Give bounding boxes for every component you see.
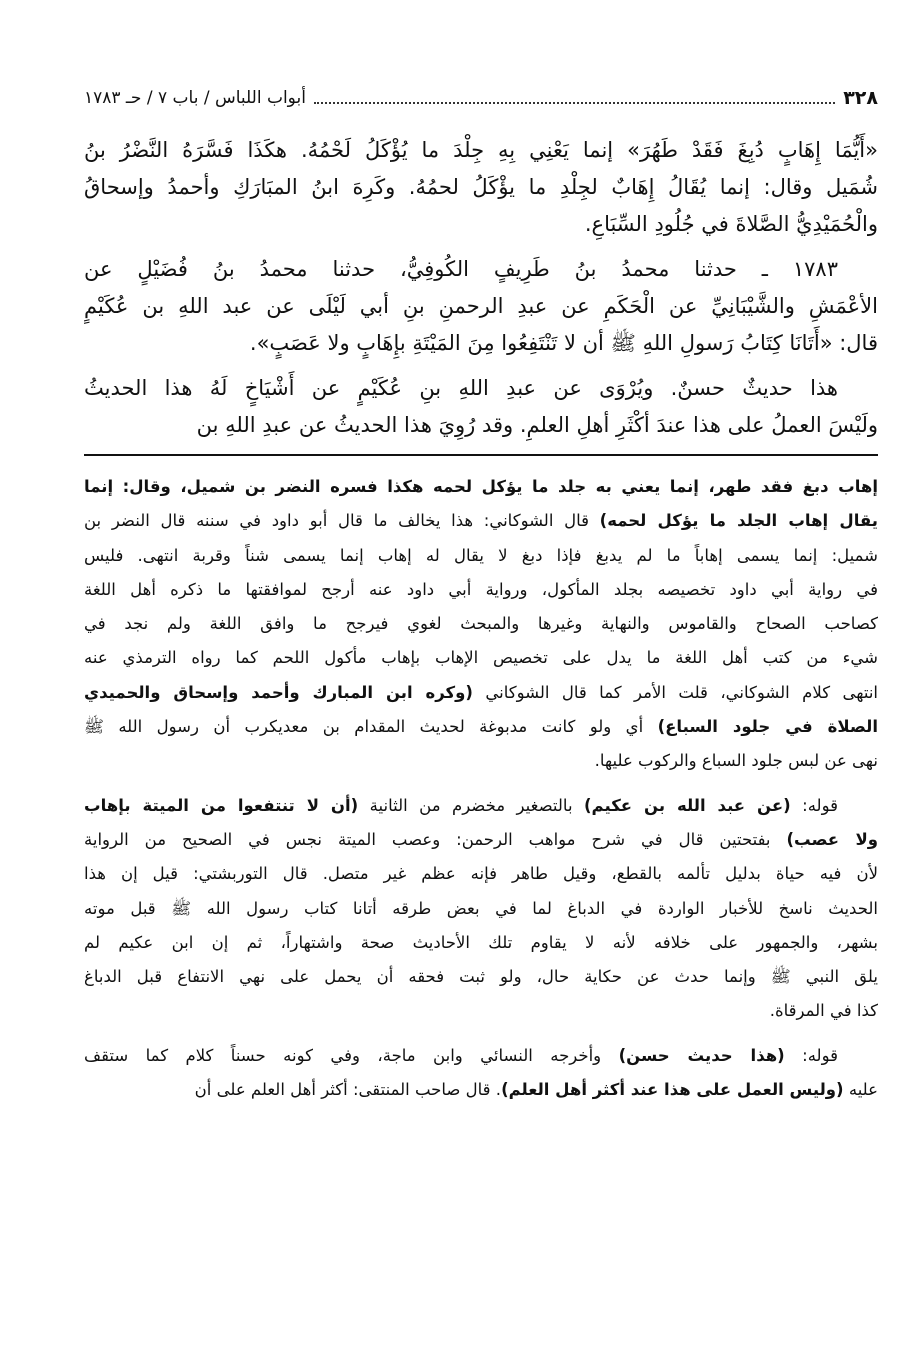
bold-quote-segment: الصلاة في جلود السباع) xyxy=(657,717,878,737)
footnote-divider xyxy=(84,454,878,456)
text-segment: قال الشوكاني: هذا يخالف ما قال أبو داود في سننه قال النضر بن xyxy=(84,511,600,531)
text-line xyxy=(84,744,878,778)
text-segment: شُمَيل وقال: إنما يُقَالُ إِهَابٌ لجِلْدِ ما يؤْكَلُ لحمُهُ. وكَرِهَ ابنُ المبَارَكِ وأحمدُ وإسحاقُ xyxy=(84,175,878,199)
bold-quote-segment: (وكره ابن المبارك وأحمد وإسحاق والحميدي xyxy=(84,682,473,702)
text-line xyxy=(84,573,878,607)
page-header xyxy=(84,78,878,118)
text-line xyxy=(84,1039,878,1073)
text-segment: في رواية أبي داود تخصيصه بجلد المأكول، ورواية أبي داود عنه أرجح لموافقتها ما ذكره أهل اللغة xyxy=(84,579,878,599)
text-segment: عليه xyxy=(843,1080,878,1100)
text-line xyxy=(84,710,878,744)
text-segment: كذا في المرقاة. xyxy=(769,1001,878,1021)
text-segment: قوله: xyxy=(784,1045,838,1065)
text-line xyxy=(84,676,878,710)
text-line xyxy=(84,132,878,169)
text-line xyxy=(84,857,878,891)
text-segment: هذا حديثٌ حسنٌ. ويُرْوَى عن عبدِ اللهِ بنِ عُكَيْمٍ عن أَشْيَاخٍ لَهُ هذا الحديثُ xyxy=(84,376,838,400)
bold-quote-segment: يقال إهاب الجلد ما يؤكل لحمه) xyxy=(599,511,878,531)
book-page xyxy=(84,78,878,1107)
bold-quote-segment: إهاب دبغ فقد طهر، إنما يعني به جلد ما يؤكل لحمه هكذا فسره النضر بن شميل، وقال: إنما xyxy=(84,477,878,496)
text-segment: ١٧٨٣ ـ حدثنا محمدُ بنُ طَرِيفٍ الكُوفِيُّ، حدثنا محمدُ بنُ فُضَيْلٍ عن xyxy=(84,257,838,281)
text-line xyxy=(84,789,878,823)
text-line xyxy=(84,960,878,994)
text-segment: لأن فيه حياة بدليل تألمه بالقطع، وقيل طاهر فإنه عظم غير متصل. قال التوربشتي: قيل إن هذا xyxy=(84,864,878,884)
text-line xyxy=(84,641,878,675)
bold-quote-segment: (عن عبد الله بن عكيم) xyxy=(583,795,791,815)
text-segment: بالتصغير مخضرم من الثانية xyxy=(358,795,584,815)
page-number: ٣٢٨ xyxy=(843,87,878,109)
text-segment: نهى عن لبس جلود السباع والركوب عليها. xyxy=(594,751,878,771)
leader-dots xyxy=(314,92,835,104)
text-segment: قوله: xyxy=(790,795,838,815)
text-line xyxy=(84,251,878,288)
bold-quote-segment: (أن لا تنتفعوا من الميتة بإهاب xyxy=(84,795,359,815)
text-line xyxy=(84,169,878,206)
text-segment: الحديث ناسخ للأخبار الواردة في الدباغ لما في بعض طرقه أتانا كتاب رسول الله ﷺ قبل موته xyxy=(84,898,878,918)
text-segment: قال: «أَتَانَا كِتَابُ رَسولِ اللهِ ﷺ أن لا تَنْتَفِعُوا مِنَ المَيْتَةِ بإِهَابٍ ولا عَصَبٍ». xyxy=(249,331,878,355)
paragraph-gap xyxy=(84,1029,878,1039)
commentary-text xyxy=(84,470,878,1107)
text-line xyxy=(84,370,878,407)
text-segment: ولَيْسَ العملُ على هذا عندَ أكْثَرِ أهلِ العلمِ. وقد رُوِيَ هذا الحديثُ عن عبدِ اللهِ بن xyxy=(196,413,878,437)
text-segment: «أَيُّمَا إِهَابٍ دُبِغَ فَقَدْ طَهُرَ» إنما يَعْنِي بِهِ جِلْدَ ما يُؤْكَلُ لَحْمُهُ. هكَذَا فَسَّرَهُ النَّضْرُ بنُ xyxy=(84,138,878,162)
text-segment: . قال صاحب المنتقى: أكثر أهل العلم على أن xyxy=(194,1080,502,1100)
text-line xyxy=(84,607,878,641)
text-line xyxy=(84,892,878,926)
paragraph-gap xyxy=(84,362,878,370)
text-segment: أي ولو كانت مدبوغة لحديث المقدام بن معديكرب أن رسول الله ﷺ xyxy=(84,717,658,737)
text-line xyxy=(84,206,878,243)
text-segment: يلق النبي ﷺ وإنما حدث عن حكاية حال، ولو ثبت فحقه أن يحمل على نهي الانتفاع قبل الدباغ xyxy=(84,967,878,987)
text-segment: شميل: إنما يسمى إهاباً ما لم يدبغ فإذا دبغ لا يقال له إهاب إنما يسمى شناً وقربة انتهى. فليس xyxy=(84,545,878,565)
bold-quote-segment: (هذا حديث حسن) xyxy=(618,1045,785,1065)
text-line xyxy=(84,823,878,857)
text-line xyxy=(84,470,878,504)
text-segment: انتهى كلام الشوكاني، قلت الأمر كما قال الشوكاني xyxy=(472,682,878,702)
text-segment: بشهر، والجمهور على خلافه لأنه لا يقاوم تلك الأحاديث صحة واشتهاراً، ثم إن ابن عكيم لم xyxy=(84,932,878,952)
text-segment: بفتحتين قال في شرح مواهب الرحمن: وعصب الميتة نجس في الصحيح من الرواية xyxy=(84,829,787,849)
paragraph-gap xyxy=(84,243,878,251)
paragraph-gap xyxy=(84,779,878,789)
text-segment: الأعْمَشِ والشَّيْبَانِيِّ عن الْحَكَمِ عن عبدِ الرحمنِ بنِ أبي لَيْلَى عن عبد اللهِ بن عُكَيْمٍ xyxy=(84,294,878,318)
running-title: أبواب اللباس / باب ٧ / حـ ١٧٨٣ xyxy=(84,88,306,108)
text-segment: والْحُمَيْدِيُّ الصَّلاةَ في جُلُودِ السِّبَاعِ. xyxy=(584,212,878,236)
text-segment: وأخرجه النسائي وابن ماجة، وفي كونه حسناً كلام كما ستقف xyxy=(84,1045,619,1065)
text-line xyxy=(84,926,878,960)
text-line xyxy=(84,504,878,538)
text-segment: كصاحب الصحاح والقاموس والنهاية وغيرها والمبحث لغوي فيرجح ما وافق اللغة ولم نجد في xyxy=(84,614,878,634)
text-line xyxy=(84,1073,878,1107)
text-line xyxy=(84,539,878,573)
text-segment: شيء من كتب أهل اللغة ما يدل على تخصيص الإهاب بإهاب مأكول اللحم كما رواه الترمذي عنه xyxy=(84,648,878,668)
text-line xyxy=(84,325,878,362)
bold-quote-segment: ولا عصب) xyxy=(786,829,878,849)
hadith-text xyxy=(84,132,878,444)
bold-quote-segment: (وليس العمل على هذا عند أكثر أهل العلم) xyxy=(501,1080,844,1100)
text-line xyxy=(84,407,878,444)
text-line xyxy=(84,288,878,325)
text-line xyxy=(84,994,878,1028)
